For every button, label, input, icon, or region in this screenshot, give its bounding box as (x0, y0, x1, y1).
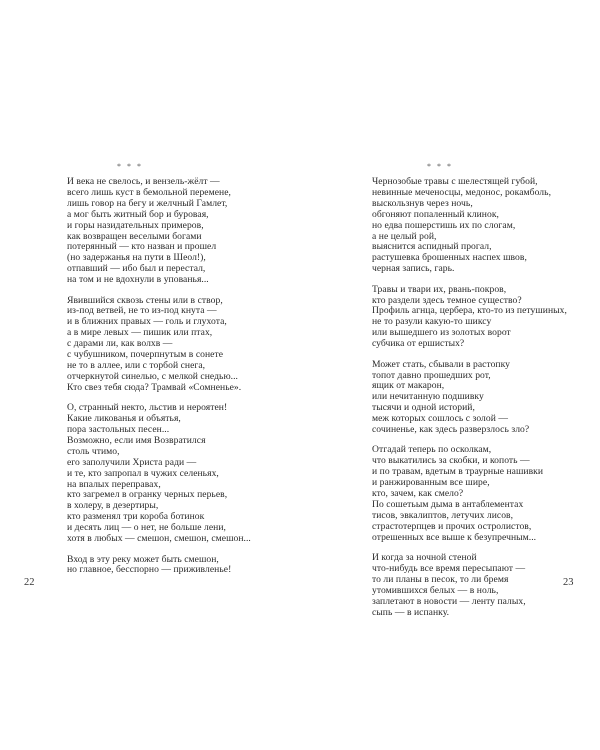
stanza (372, 445, 597, 543)
verse-line: сочиненье, как здесь разверзлось зло? (372, 424, 530, 436)
verse-line: не то в аллее, или с торбой снега, (67, 360, 206, 371)
verse-line: на впалых переправах, (67, 478, 161, 490)
verse-line: Травы и твари их, рвань-покров, (372, 283, 507, 295)
poem-left (67, 162, 292, 586)
verse-line: его заполучили Христа ради — (67, 456, 197, 468)
verse-line: а мог быть житный бор и буровая, (67, 208, 209, 220)
verse-line: и десять лиц — о нет, не больше лени, (67, 522, 226, 534)
verse-line: страстотерпцев и прочих остролистов, (372, 520, 532, 532)
verse-line: хотя в любых — смешон, смешон, смешон... (67, 533, 251, 545)
page-number: 23 (563, 577, 574, 588)
verse-line: и те, кто запропал в чужих селеньях, (67, 467, 219, 479)
verse-line: кто раздели здесь темное существо? (372, 294, 522, 306)
verse-line: Кто свез тебя сюда? Трамвай «Сомненье». (67, 381, 242, 393)
verse-line: кто загремел в огранку черных перьев, (67, 489, 228, 501)
verse-line: а в мире левых — пишик или птах, (67, 327, 213, 339)
verse-line: на том и не вдохнули в упованья... (67, 274, 209, 286)
verse-line: выяснится аспидный прогал, (372, 241, 492, 253)
verse-line: а не целый рой, (372, 230, 437, 242)
verse-line: и ранжированным все шире, (372, 477, 490, 489)
stanza (67, 177, 292, 286)
verse-line: то ли планы в песок, то ли бремя (372, 573, 509, 585)
verse-line: Какие ликованья и объятья, (67, 413, 181, 425)
verse-line: но едва пошерстишь их по слогам, (372, 219, 516, 231)
verse-line: отчеркнутой синелью, с мелкой снедью... (67, 370, 239, 382)
verse-line: меж которых сошлось с золой — (372, 413, 509, 425)
verse-line: заплетают в новости — ленту палых, (372, 595, 526, 607)
verse-line: с чубушником, почерпнутым в сонете (67, 349, 224, 361)
verse-line: или нечитанную подшивку (372, 391, 484, 403)
stanza (372, 360, 597, 436)
verse-line: субчика от ершистых? (372, 338, 465, 350)
verse-line: и по травам, вдетым в траурные нашивки (372, 466, 544, 478)
verse-line: Может стать, сбывали в растопку (372, 358, 511, 370)
verse-line: обгоняют попаленный клинок, (372, 208, 499, 220)
verse-line: тысячи и одной историй, (372, 402, 475, 414)
verse-line: что выкатились за скобки, и копоть — (372, 455, 530, 467)
verse-line: черная запись, гарь. (372, 263, 455, 275)
verse-line: сыпь — в испанку. (372, 606, 450, 618)
verse-line: По сошетьым дыма в антаблементах (372, 498, 524, 510)
section-ornament: * * * (427, 162, 453, 171)
verse-line: Отгадай теперь по осколкам, (372, 444, 492, 456)
page-number: 22 (24, 577, 35, 588)
verse-line: Профиль агнца, цербера, кто-то из петушиных, (372, 305, 567, 317)
verse-line: из-под ветвей, не то из-под кнута — (67, 305, 217, 317)
verse-line: растушевка брошенных наспех швов, (372, 252, 527, 264)
verse-line: Возможно, если имя Возвратился (67, 434, 206, 446)
verse-line: что-нибудь все время пересыпают — (372, 563, 526, 574)
verse-line: всего лишь куст в бемольной перемене, (67, 186, 231, 198)
verse-line: ящик от макарон, (372, 380, 445, 392)
verse-line: Чернозобые травы с шелестящей губой, (372, 176, 538, 187)
verse-line: и горы назидательных примеров, (67, 219, 204, 231)
stanza (67, 403, 292, 545)
stanza (372, 285, 597, 350)
verse-line: выскользнув через ночь, (372, 197, 473, 209)
verse-line: как возвращен веселыми богами (67, 230, 202, 242)
verse-line: не то разули какую-то шиксу (372, 316, 492, 328)
verse-line: кто, зачем, как смело? (372, 488, 464, 500)
stanza (67, 296, 292, 394)
verse-line: отпавший — ибо был и перестал, (67, 263, 206, 275)
verse-line: лишь говор на бегу и желчный Гамлет, (67, 197, 228, 209)
verse-line: тисов, эвкалиптов, летучих лисов, (372, 509, 514, 521)
right-page (300, 0, 600, 750)
verse-line: топот давно прошедших рот, (372, 369, 491, 381)
verse-line: Вход в эту реку может быть смешон, (67, 553, 219, 565)
stanza (372, 177, 597, 275)
verse-line: но главное, бесспорно — приживленье! (67, 564, 232, 576)
verse-line: потерянный — кто назван и прошел (67, 241, 217, 253)
verse-line: утомившихся белых — в ноль, (372, 584, 499, 596)
verse-line: невинные меченосцы, медонос, рокамболь, (372, 186, 552, 198)
section-ornament: * * * (117, 162, 143, 171)
verse-line: Явившийся сквозь стены или в створ, (67, 294, 223, 306)
verse-line: в холеру, в дезертиры, (67, 500, 159, 512)
stanza (67, 555, 292, 577)
verse-line: или вышедшего из золотых ворот (372, 327, 511, 339)
verse-line: (но задержанья на пути в Шеол!), (67, 252, 206, 264)
verse-line: и в ближних правых — голь и глухота, (67, 316, 227, 328)
poem-right (372, 162, 597, 628)
verse-line: кто разменял три короба ботинок (67, 511, 205, 523)
verse-line: с дарами ли, как волхв — (67, 338, 173, 350)
verse-line: И когда за ночной стеной (372, 552, 477, 564)
verse-line: О, странный некто, льстив и нероятен! (67, 402, 228, 414)
verse-line: И века не свелось, и вензель-жёлт — (67, 176, 220, 187)
verse-line: столь чтимо, (67, 445, 120, 457)
verse-line: отрешенных все выше к безупречным... (372, 531, 537, 543)
verse-line: пора застольных песен... (67, 424, 170, 436)
